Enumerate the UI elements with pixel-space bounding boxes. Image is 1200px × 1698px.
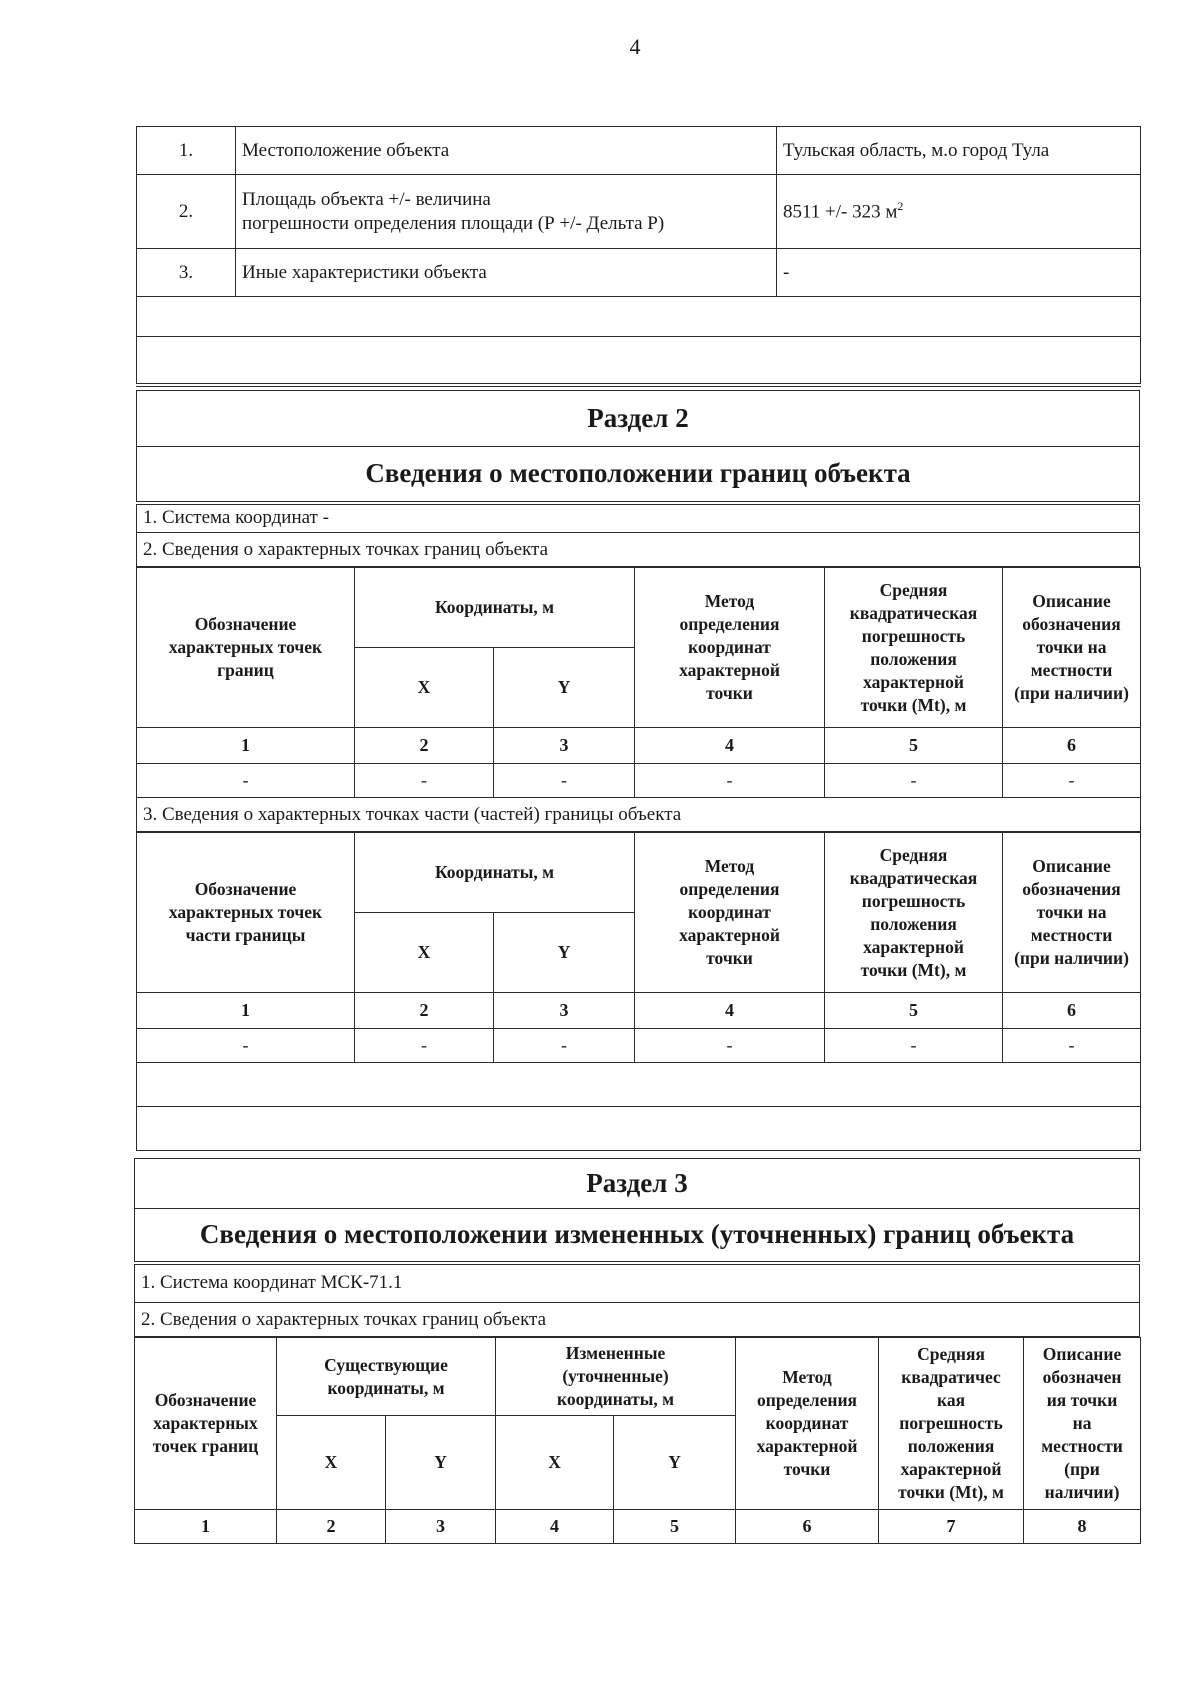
table-row: - - - - - -	[137, 1029, 1141, 1063]
points-title: 2. Сведения о характерных точках границ объекта	[135, 1303, 1140, 1337]
area-value	[777, 175, 1141, 249]
empty-row	[137, 337, 1141, 385]
section-3-heading: Раздел 3	[135, 1159, 1140, 1209]
row-number: 1.	[137, 127, 236, 175]
points-title: 2. Сведения о характерных точках границ объекта	[137, 533, 1140, 567]
header-error: Средняя квадратическая погрешность положения характерной точки (Mt), м	[825, 833, 1003, 993]
header-description: Описание обозначен ия точки на местности (при наличии)	[1024, 1338, 1141, 1510]
header-y: Y	[494, 913, 635, 993]
header-existing-coords: Существующие координаты, м	[277, 1338, 496, 1416]
part-boundary-points-table	[136, 832, 1141, 1151]
section-3-subheading: Сведения о местоположении измененных (уточненных) границ объекта	[135, 1209, 1140, 1263]
label-line: Площадь объекта +/- величина	[242, 188, 491, 210]
column-numbers-row: 1 2 3 4 5 6 7 8	[135, 1510, 1141, 1544]
boundary-points-table	[136, 567, 1141, 832]
empty-row	[137, 1063, 1141, 1107]
header-designation: Обозначение характерных точек части границы	[137, 833, 355, 993]
header-x: X	[355, 913, 494, 993]
table-row	[137, 249, 1141, 297]
header-y: Y	[614, 1416, 736, 1510]
header-y: Y	[386, 1416, 496, 1510]
header-changed-coords: Измененные (уточненные) координаты, м	[496, 1338, 736, 1416]
column-numbers-row: 1 2 3 4 5 6	[137, 993, 1141, 1029]
header-description: Описание обозначения точки на местности (при наличии)	[1003, 833, 1141, 993]
column-numbers-row: 1 2 3 4 5 6	[137, 728, 1141, 764]
header-error: Средняя квадратичес кая погрешность положения характерной точки (Mt), м	[879, 1338, 1024, 1510]
empty-row	[137, 1107, 1141, 1151]
parts-title: 3. Сведения о характерных точках части (частей) границы объекта	[137, 798, 1141, 832]
changed-boundary-points-table	[134, 1337, 1141, 1544]
row-value: Тульская область, м.о город Тула	[777, 127, 1141, 175]
row-label: Местоположение объекта	[236, 127, 777, 175]
table-row	[137, 175, 1141, 249]
row-label: Иные характеристики объекта	[236, 249, 777, 297]
object-characteristics-table	[136, 126, 1140, 387]
header-coords: Координаты, м	[355, 568, 635, 648]
header-designation: Обозначение характерных точек границ	[137, 568, 355, 728]
area-unit-power: 2	[897, 199, 904, 214]
coord-system: 1. Система координат МСК-71.1	[135, 1263, 1140, 1303]
section-2-heading: Раздел 2	[137, 391, 1140, 447]
section-3	[134, 1158, 1140, 1544]
header-x: X	[355, 648, 494, 728]
empty-row	[137, 297, 1141, 337]
header-x: X	[277, 1416, 386, 1510]
section-2	[136, 390, 1140, 1151]
header-description: Описание обозначения точки на местности (при наличии)	[1003, 568, 1141, 728]
label-line: погрешности определения площади (Р +/- Дельта Р)	[242, 212, 665, 234]
header-designation: Обозначение характерных точек границ	[135, 1338, 277, 1510]
header-method: Метод определения координат характерной точки	[736, 1338, 879, 1510]
header-method: Метод определения координат характерной точки	[635, 833, 825, 993]
header-error: Средняя квадратическая погрешность положения характерной точки (Mt), м	[825, 568, 1003, 728]
row-value: -	[777, 249, 1141, 297]
header-method: Метод определения координат характерной точки	[635, 568, 825, 728]
header-x: X	[496, 1416, 614, 1510]
row-label	[236, 175, 777, 249]
section-2-subheading: Сведения о местоположении границ объекта	[137, 447, 1140, 503]
row-number: 2.	[137, 175, 236, 249]
area-number: 8511 +/- 323 м	[783, 201, 898, 223]
table-row: - - - - - -	[137, 764, 1141, 798]
coord-system: 1. Система координат -	[137, 503, 1140, 533]
header-y: Y	[494, 648, 635, 728]
page-number: 4	[629, 34, 641, 59]
table-row	[137, 127, 1141, 175]
header-coords: Координаты, м	[355, 833, 635, 913]
row-number: 3.	[137, 249, 236, 297]
